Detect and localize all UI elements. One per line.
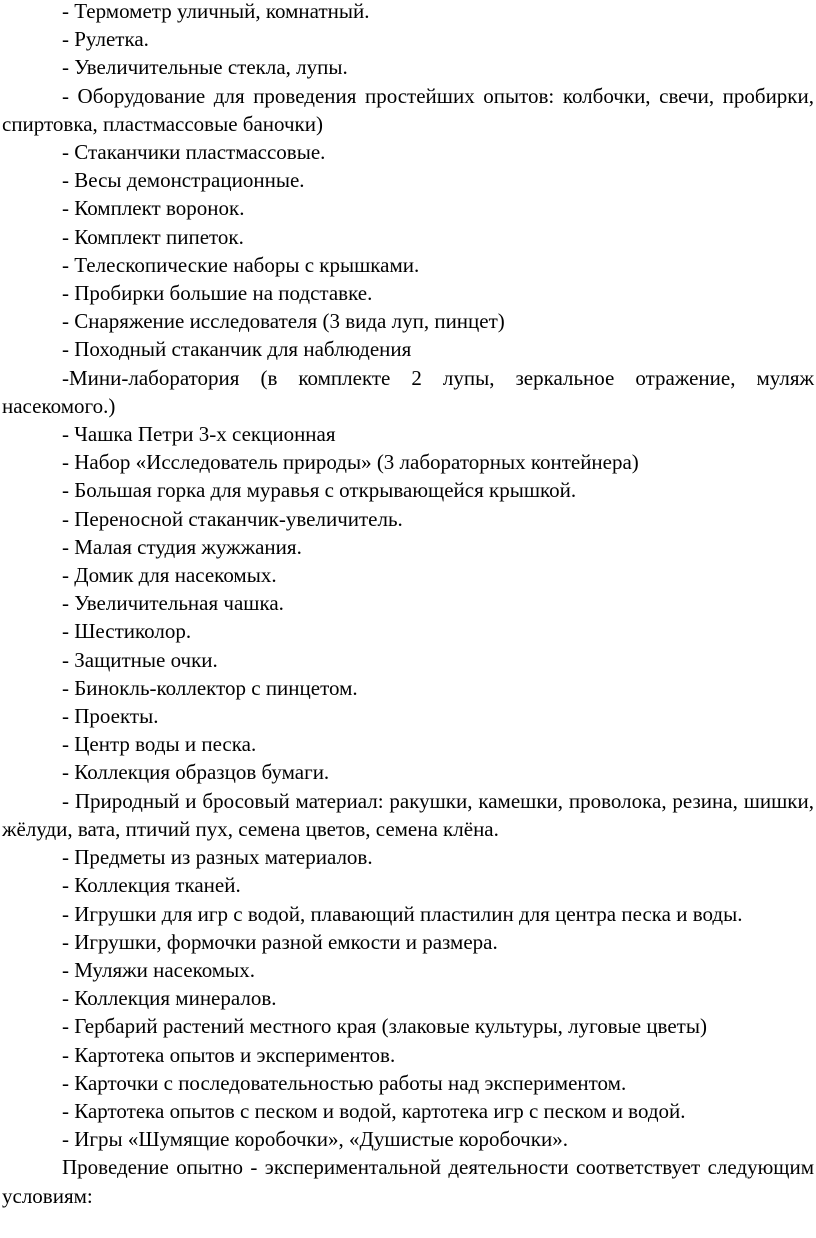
list-item: - Проекты. bbox=[62, 704, 159, 729]
list-item: - Коллекция тканей. bbox=[62, 873, 241, 898]
list-item: - Телескопические наборы с крышками. bbox=[62, 252, 420, 277]
list-item: - Увеличительная чашка. bbox=[62, 591, 284, 616]
closing-paragraph: Проведение опытно - экспериментальной деятельности соответствует следующим условиям: bbox=[2, 1155, 814, 1208]
list-item: - Термометр уличный, комнатный. bbox=[62, 0, 370, 23]
list-item: - Большая горка для муравья с открывающейся крышкой. bbox=[62, 478, 577, 503]
list-item: - Коллекция минералов. bbox=[62, 986, 277, 1011]
list-item: - Картотека опытов с песком и водой, картотека игр с песком и водой. bbox=[62, 1098, 686, 1123]
list-item: - Шестиколор. bbox=[62, 619, 192, 644]
list-item: - Чашка Петри 3-х секционная bbox=[62, 422, 336, 447]
list-item: - Снаряжение исследователя (3 вида луп, пинцет) bbox=[62, 309, 505, 334]
list-item: - Муляжи насекомых. bbox=[62, 957, 255, 982]
list-item: - Комплект пипеток. bbox=[62, 224, 244, 249]
list-item: - Рулетка. bbox=[62, 27, 149, 52]
list-item: - Коллекция образцов бумаги. bbox=[62, 760, 330, 785]
list-item: - Игрушки для игр с водой, плавающий пластилин для центра песка и воды. bbox=[62, 901, 743, 926]
list-item: - Картотека опытов и экспериментов. bbox=[62, 1042, 396, 1067]
list-item: - Весы демонстрационные. bbox=[62, 168, 305, 193]
list-item: -Мини-лаборатория (в комплекте 2 лупы, зеркальное отражение, муляж насекомого.) bbox=[2, 365, 814, 418]
list-item: - Переносной стаканчик-увеличитель. bbox=[62, 506, 403, 531]
list-item: - Пробирки большие на подставке. bbox=[62, 281, 373, 306]
list-item: - Гербарий растений местного края (злаковые культуры, луговые цветы) bbox=[62, 1014, 707, 1039]
list-item: - Оборудование для проведения простейших опытов: колбочки, свечи, пробирки, спиртовка, пластмассовые баночки) bbox=[2, 83, 814, 136]
list-item: - Комплект воронок. bbox=[62, 196, 245, 221]
list-item: - Игры «Шумящие коробочки», «Душистые коробочки». bbox=[62, 1127, 568, 1152]
list-item: - Центр воды и песка. bbox=[62, 732, 257, 757]
list-item: - Бинокль-коллектор с пинцетом. bbox=[62, 675, 358, 700]
list-item: - Набор «Исследователь природы» (3 лабораторных контейнера) bbox=[62, 450, 639, 475]
list-item: - Походный стаканчик для наблюдения bbox=[62, 337, 412, 362]
list-item: - Предметы из разных материалов. bbox=[62, 845, 373, 870]
list-item: - Защитные очки. bbox=[62, 647, 218, 672]
list-item: - Малая студия жужжания. bbox=[62, 534, 302, 559]
list-item: - Домик для насекомых. bbox=[62, 563, 277, 588]
list-item: - Увеличительные стекла, лупы. bbox=[62, 55, 348, 80]
list-item: - Стаканчики пластмассовые. bbox=[62, 140, 326, 165]
list-item: - Игрушки, формочки разной емкости и размера. bbox=[62, 929, 498, 954]
list-item: - Карточки с последовательностью работы над экспериментом. bbox=[62, 1070, 627, 1095]
list-item: - Природный и бросовый материал: ракушки, камешки, проволока, резина, шишки, жёлуди, вата, птичий пух, семена цветов, семена клёна. bbox=[2, 788, 814, 841]
